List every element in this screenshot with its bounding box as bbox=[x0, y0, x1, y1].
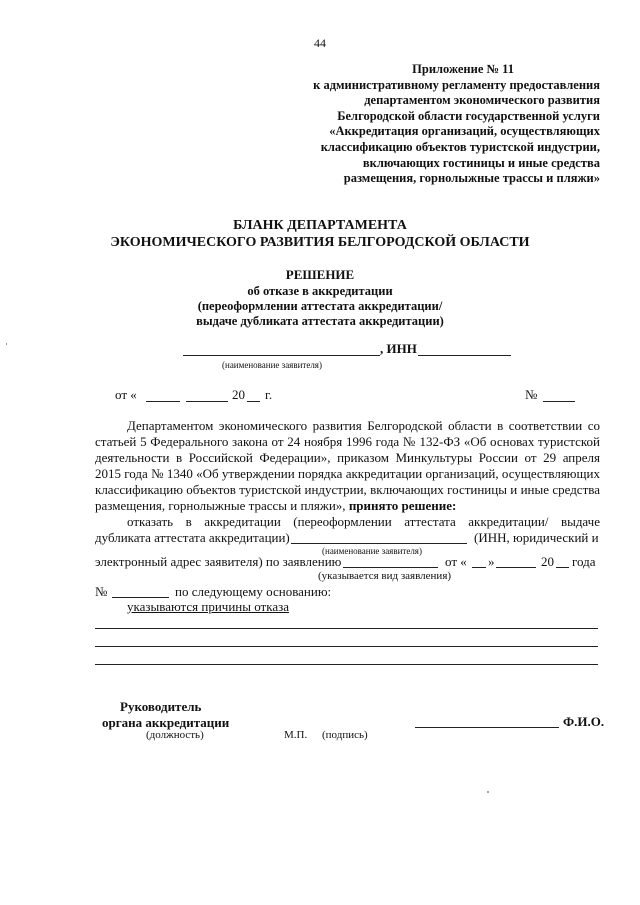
application-year-line[interactable] bbox=[556, 567, 569, 568]
appendix-line: размещения, горнолыжные трассы и пляжи» bbox=[343, 171, 600, 186]
full-name-label: Ф.И.О. bbox=[563, 714, 605, 729]
date-month-line[interactable] bbox=[186, 401, 228, 402]
decision-subtitle-line: об отказе в аккредитации bbox=[247, 284, 393, 298]
application-number-line[interactable] bbox=[112, 597, 169, 598]
basis-label: по следующему основанию: bbox=[175, 584, 332, 599]
body-paragraph-last: размещения, горнолыжные трассы и пляжи», принято решение: bbox=[95, 498, 457, 513]
application-quote: » bbox=[488, 554, 495, 569]
body-paragraph-line: деятельности в Российской Федерации», приказом Минкультуры России от 29 апреля bbox=[95, 450, 600, 465]
application-day-line[interactable] bbox=[472, 567, 486, 568]
duplicate-suffix: (ИНН, юридический и bbox=[474, 530, 599, 545]
stamp-label: М.П. bbox=[284, 729, 308, 741]
appendix-line: включающих гостиницы и иные средства bbox=[362, 155, 600, 170]
body-paragraph-line-1: Департаментом экономического развития Белгородской области в соответствии со bbox=[127, 418, 600, 433]
page-number: 44 bbox=[314, 36, 326, 50]
head-title-line-1: Руководитель bbox=[120, 699, 202, 714]
applicant-name-line[interactable] bbox=[183, 355, 380, 356]
application-type-caption: (указывается вид заявления) bbox=[318, 570, 452, 582]
application-number-label: № bbox=[95, 584, 108, 599]
body-paragraph-line: классификацию объектов туристской индустрии, включающих гостиницы и иные средства bbox=[95, 482, 600, 497]
doc-number-line[interactable] bbox=[543, 401, 575, 402]
appendix-line: «Аккредитация организаций, осуществляющих bbox=[329, 124, 600, 139]
scan-speck bbox=[487, 791, 489, 793]
letterhead-line-2: ЭКОНОМИЧЕСКОГО РАЗВИТИЯ БЕЛГОРОДСКОЙ ОБЛАСТИ bbox=[110, 235, 530, 250]
date-year-line[interactable] bbox=[247, 401, 260, 402]
inn-line[interactable] bbox=[418, 355, 511, 356]
application-line[interactable] bbox=[343, 567, 438, 568]
application-year-suffix: года bbox=[572, 554, 596, 569]
date-year-suffix: г. bbox=[265, 387, 273, 402]
signature-line[interactable] bbox=[415, 727, 559, 728]
letterhead-line-1: БЛАНК ДЕПАРТАМЕНТА bbox=[233, 218, 407, 233]
appendix-line: классификацию объектов туристской индустрии, bbox=[320, 139, 600, 154]
application-year-prefix: 20 bbox=[541, 554, 554, 569]
appendix-header bbox=[270, 62, 600, 187]
reason-line[interactable] bbox=[95, 646, 598, 647]
doc-number-label: № bbox=[525, 387, 538, 402]
appendix-line: департаментом экономического развития bbox=[364, 93, 600, 108]
decision-made-label: принято решение: bbox=[348, 498, 457, 513]
application-from-label: от « bbox=[445, 554, 467, 569]
position-caption: (должность) bbox=[146, 729, 204, 741]
date-year-prefix: 20 bbox=[232, 387, 245, 402]
date-day-line[interactable] bbox=[146, 401, 180, 402]
refuse-line: отказать в аккредитации (переоформлении аттестата аккредитации/ выдаче bbox=[127, 514, 600, 529]
decision-subtitle-line: выдаче дубликата аттестата аккредитации) bbox=[196, 314, 444, 328]
head-title-line-2: органа аккредитации bbox=[102, 715, 230, 730]
email-prefix: электронный адрес заявителя) по заявлению bbox=[95, 554, 342, 569]
application-month-line[interactable] bbox=[496, 567, 536, 568]
appendix-line: Белгородской области государственной услуги bbox=[337, 108, 600, 123]
signature-caption: (подпись) bbox=[322, 729, 368, 741]
appendix-title: Приложение № 11 bbox=[412, 62, 514, 76]
decision-subtitle-line: (переоформлении аттестата аккредитации/ bbox=[197, 299, 443, 313]
applicant-caption-2: (наименование заявителя) bbox=[322, 546, 422, 556]
reason-line[interactable] bbox=[95, 628, 598, 629]
duplicate-prefix: дубликата аттестата аккредитации) bbox=[95, 530, 290, 545]
decision-title: РЕШЕНИЕ bbox=[285, 267, 355, 282]
reasons-placeholder: указываются причины отказа bbox=[127, 599, 290, 614]
body-paragraph-line: 2015 года № 1340 «Об утверждении порядка аккредитации организаций, осуществляющих bbox=[95, 466, 600, 481]
body-paragraph-line: статьей 5 Федерального закона от 24 ноября 1996 года № 132-ФЗ «Об основах туристской bbox=[95, 434, 600, 449]
appendix-line: к административному регламенту предоставления bbox=[313, 77, 600, 92]
applicant-name-line-2[interactable] bbox=[291, 543, 467, 544]
date-from-label: от « bbox=[115, 387, 137, 402]
inn-label: , ИНН bbox=[380, 341, 417, 356]
reason-line[interactable] bbox=[95, 664, 598, 665]
scan-speck bbox=[6, 343, 7, 345]
applicant-caption: (наименование заявителя) bbox=[222, 360, 322, 370]
